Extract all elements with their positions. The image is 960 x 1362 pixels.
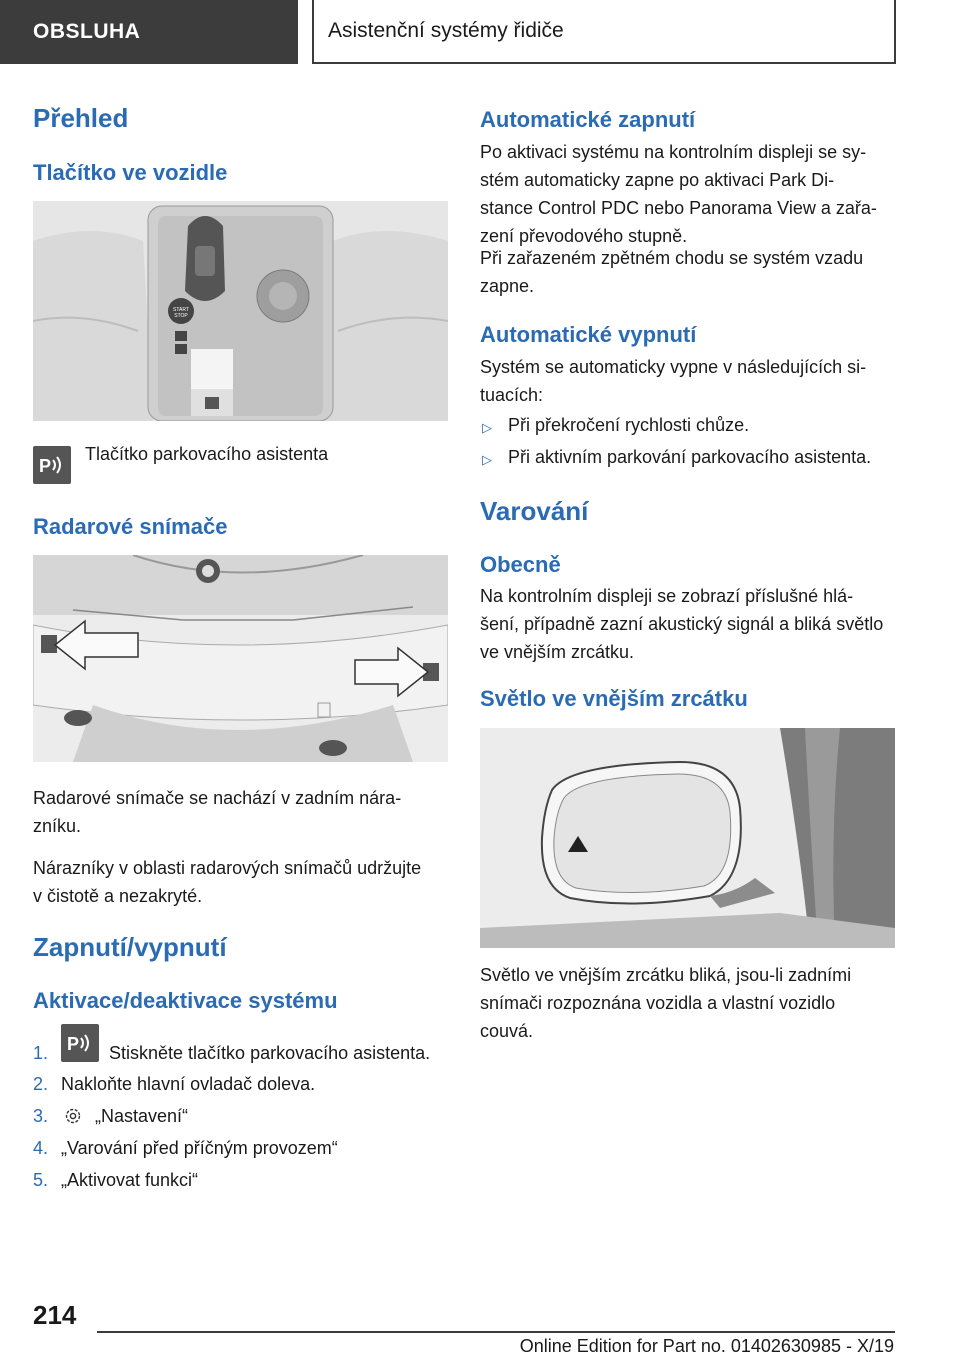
step-text-2: Nakloňte hlavní ovladač doleva.: [61, 1074, 316, 1094]
subtitle-auto-off: Automatické vypnutí: [480, 322, 697, 347]
header-chapter-box: [312, 0, 896, 64]
caption-park-button: Tlačítko parkovacího asistenta: [85, 444, 329, 464]
step-text-3: „Nastavení“: [95, 1106, 189, 1126]
para-general: Na kontrolním displeji se zobrazí příslušné hlá‐ šení, případně zazní akustický signál a bliká světlo ve vnějším zrcátku.: [480, 586, 884, 662]
footer-edition: Online Edition for Part no. 01402630985 - X/19: [519, 1336, 894, 1356]
bullet-text-2: Při aktivním parkování parkovacího asistenta.: [508, 447, 872, 467]
step-number-4: 4.: [33, 1138, 49, 1158]
park-assist-icon: [61, 1024, 99, 1062]
step-text-4: „Varování před příčným provozem“: [61, 1138, 338, 1158]
section-title-warning: Varování: [480, 496, 589, 526]
subtitle-button-in-vehicle: Tlačítko ve vozidle: [33, 160, 228, 185]
step-text-5: „Aktivovat funkci“: [61, 1170, 199, 1190]
step-text-1: Stiskněte tlačítko parkovacího asistenta.: [109, 1043, 431, 1063]
header-section-tab: [0, 0, 298, 64]
bullet-triangle-icon: ▷: [482, 420, 492, 435]
park-assist-icon: [33, 446, 71, 484]
step-number-2: 2.: [33, 1074, 49, 1094]
mirror-figure: [480, 728, 895, 948]
mirror-illustration: [480, 728, 895, 948]
footer-divider: [97, 1331, 895, 1333]
stop-key-label: STOP: [174, 313, 188, 319]
step-number-5: 5.: [33, 1170, 49, 1190]
para-auto-on: Po aktivaci systému na kontrolním displeji se sy‐ stém automaticky zapne po aktivaci Park Di‐ stance Control PDC nebo Panorama View a zařa‐ zení převodového stupně.: [480, 142, 877, 246]
bullet-triangle-icon: ▷: [482, 452, 492, 467]
console-illustration: [33, 201, 448, 421]
para-reverse-gear: Při zařazeném zpětném chodu se systém vzadu zapne.: [480, 248, 864, 296]
para-radar-clean: Nárazníky v oblasti radarových snímačů udržujte v čistotě a nezakryté.: [33, 858, 422, 906]
section-title-prehled: Přehled: [33, 103, 129, 133]
subtitle-auto-on: Automatické zapnutí: [480, 107, 696, 132]
gear-icon: [63, 1106, 83, 1131]
page-number: 214: [33, 1300, 77, 1330]
subtitle-activation: Aktivace/deaktivace systému: [33, 988, 338, 1013]
para-radar-location: Radarové snímače se nachází v zadním nára‐ zníku.: [33, 788, 402, 836]
subtitle-mirror-light: Světlo ve vnějším zrcátku: [480, 686, 748, 711]
console-figure: [33, 201, 448, 421]
section-title-on-off: Zapnutí/vypnutí: [33, 932, 227, 962]
para-auto-off: Systém se automaticky vypne v následujících si‐ tuacích:: [480, 357, 867, 405]
header-chapter: Asistenční systémy řidiče: [328, 19, 564, 42]
rear-bumper-illustration: [33, 555, 448, 762]
bullet-text-1: Při překročení rychlosti chůze.: [508, 415, 750, 435]
step-number-1: 1.: [33, 1043, 49, 1063]
header-section: OBSLUHA: [33, 20, 141, 43]
step-number-3: 3.: [33, 1106, 49, 1126]
para-mirror-light: Světlo ve vnějším zrcátku bliká, jsou-li zadními snímači rozpoznána vozidla a vlastní vozidlo couvá.: [480, 965, 852, 1041]
subtitle-general: Obecně: [480, 552, 561, 577]
svg-text:P: P: [67, 1034, 80, 1054]
start-key-label: START: [173, 307, 189, 313]
subtitle-radar-sensors: Radarové snímače: [33, 514, 228, 539]
svg-text:P: P: [39, 456, 52, 476]
rear-bumper-figure: [33, 555, 448, 762]
